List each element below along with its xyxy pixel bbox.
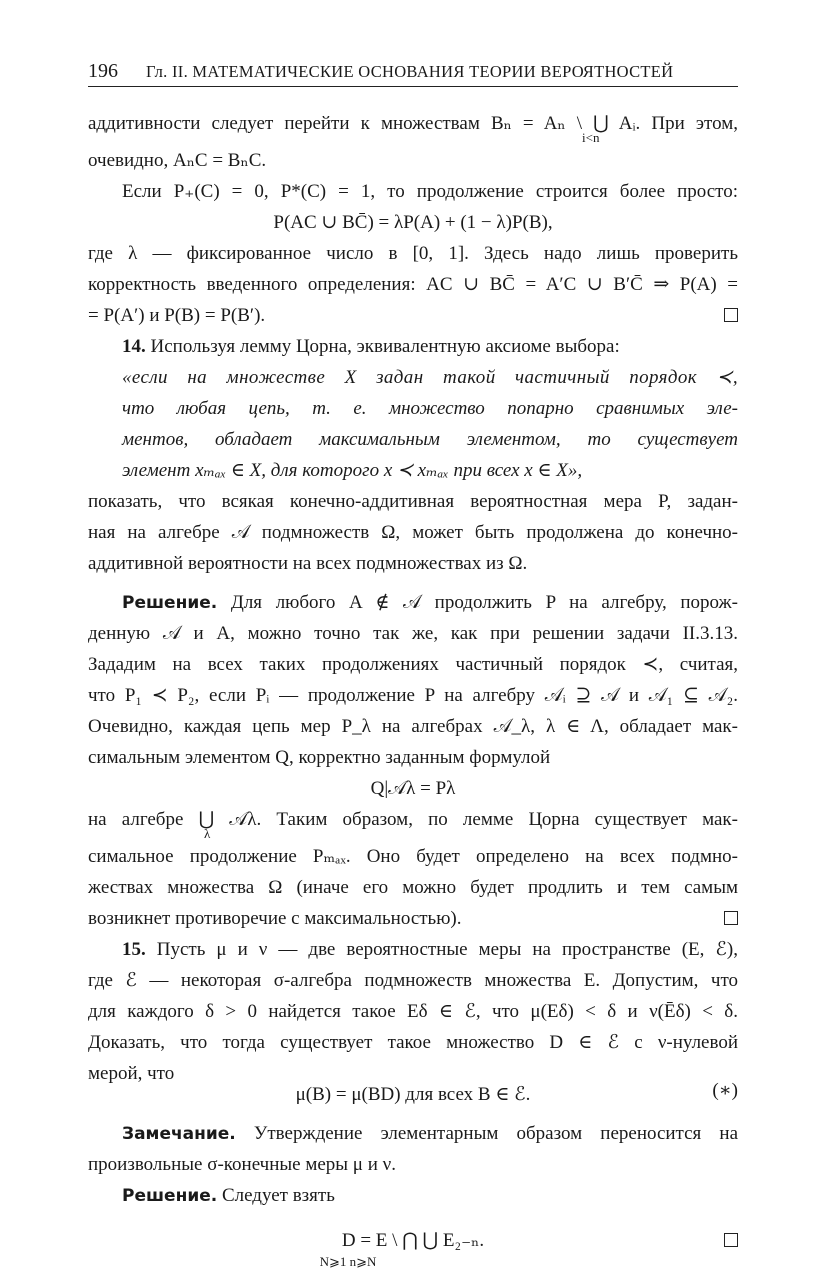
qed-square-icon	[724, 1233, 738, 1247]
equation-tag: (∗)	[712, 1080, 738, 1101]
text-line: аддитивной вероятности на всех подмножествах из Ω.	[88, 553, 528, 574]
text-line: возникнет противоречие с максимальностью).	[88, 908, 462, 929]
page-body	[88, 108, 738, 1270]
qed-square-icon	[724, 308, 738, 322]
text-line-with-qed	[88, 300, 738, 331]
formula-line: μ(B) = μ(BD) для всех B ∈ ℰ.	[295, 1084, 531, 1105]
qed-square-icon	[724, 911, 738, 925]
text-line: симальным элементом Q, корректно заданным формулой	[88, 747, 551, 768]
problem-14-heading: 14. Используя лемму Цорна, эквивалентную аксиоме выбора:	[122, 336, 620, 357]
text-line: что P₁ ≺ P₂, если Pᵢ — продолжение P на алгебру 𝒜ᵢ ⊇ 𝒜 и 𝒜₁ ⊆ 𝒜₂.	[88, 685, 738, 706]
text-line: где ℰ — некоторая σ-алгебра подмножеств множества E. Допустим, что	[88, 970, 738, 991]
quote-line: элемент xₘₐₓ ∈ X, для которого x ≺ xₘₐₓ при всех x ∈ X»,	[122, 460, 583, 481]
formula-row	[88, 1225, 738, 1256]
formula-line: D = E \ ⋂ ⋃ E₂₋ₙ.	[341, 1230, 485, 1251]
text-line: Если P₊(C) = 0, P*(C) = 1, то продолжение строится более просто:	[122, 181, 738, 202]
page-number: 196	[88, 60, 118, 82]
formula-line: Q|𝒜λ = Pλ	[370, 778, 456, 799]
text-line: корректность введенного определения: AC ∪ BC̄ = A′C ∪ B′C̄ ⇒ P(A) =	[88, 274, 738, 295]
formula-line: P(AC ∪ BC̄) = λP(A) + (1 − λ)P(B),	[273, 212, 553, 233]
text-line: аддитивности следует перейти к множествам Bₙ = Aₙ \ ⋃ Aᵢ. При этом,	[88, 113, 738, 134]
formula-row	[88, 1079, 738, 1110]
text-line: Очевидно, каждая цепь мер P_λ на алгебрах 𝒜_λ, λ ∈ Λ, обладает мак-	[88, 716, 738, 737]
text-line: = P(A′) и P(B) = P(B′).	[88, 305, 266, 326]
running-title: Гл. II. МАТЕМАТИЧЕСКИЕ ОСНОВАНИЯ ТЕОРИИ ВЕРОЯТНОСТЕЙ	[146, 62, 674, 81]
problem-15-heading: 15. Пусть μ и ν — две вероятностные меры на пространстве (E, ℰ),	[122, 939, 738, 960]
text-line: на алгебре ⋃ 𝒜λ. Таким образом, по лемме Цорна существует мак-	[88, 809, 738, 830]
quote-line: что любая цепь, т. е. множество попарно сравнимых эле-	[122, 398, 738, 419]
text-line: для каждого δ > 0 найдется такое Eδ ∈ ℰ, что μ(Eδ) < δ и ν(Ēδ) < δ.	[88, 1001, 738, 1022]
text-line-with-qed	[88, 903, 738, 934]
solution-line: Решение. Для любого A ∉ 𝒜 продолжить P на алгебру, порож-	[122, 592, 738, 613]
text-line: Доказать, что тогда существует такое множество D ∈ ℰ с ν-нулевой	[88, 1032, 738, 1053]
text-line: симальное продолжение Pₘₐₓ. Оно будет определено на всех подмно-	[88, 846, 738, 867]
text-line: произвольные σ-конечные меры μ и ν.	[88, 1154, 396, 1175]
text-line: показать, что всякая конечно-аддитивная вероятностная мера P, задан-	[88, 491, 738, 512]
running-header	[88, 58, 738, 87]
solution-line: Решение. Следует взять	[122, 1185, 335, 1206]
quote-line: «если на множестве X задан такой частичный порядок ≺,	[122, 367, 738, 388]
text-line: Зададим на всех таких продолжениях частичный порядок ≺, считая,	[88, 654, 738, 675]
text-line: где λ — фиксированное число в [0, 1]. Здесь надо лишь проверить	[88, 243, 738, 264]
remark-line: Замечание. Утверждение элементарным образом переносится на	[122, 1123, 738, 1144]
text-line: жествах множества Ω (иначе его можно будет продлить и тем самым	[88, 877, 738, 898]
subscript-line: i<n	[582, 130, 600, 145]
subscript-line: N⩾1 n⩾N	[319, 1254, 377, 1269]
text-line: мерой, что	[88, 1063, 175, 1084]
text-line: очевидно, AₙC = BₙC.	[88, 150, 267, 171]
quote-line: ментов, обладает максимальным элементом, то существует	[122, 429, 738, 450]
text-line: денную 𝒜 и A, можно точно так же, как при решении задачи II.3.13.	[88, 623, 738, 644]
text-line: ная на алгебре 𝒜 подмножеств Ω, может быть продолжена до конечно-	[88, 522, 738, 543]
subscript-line: λ	[204, 826, 211, 841]
